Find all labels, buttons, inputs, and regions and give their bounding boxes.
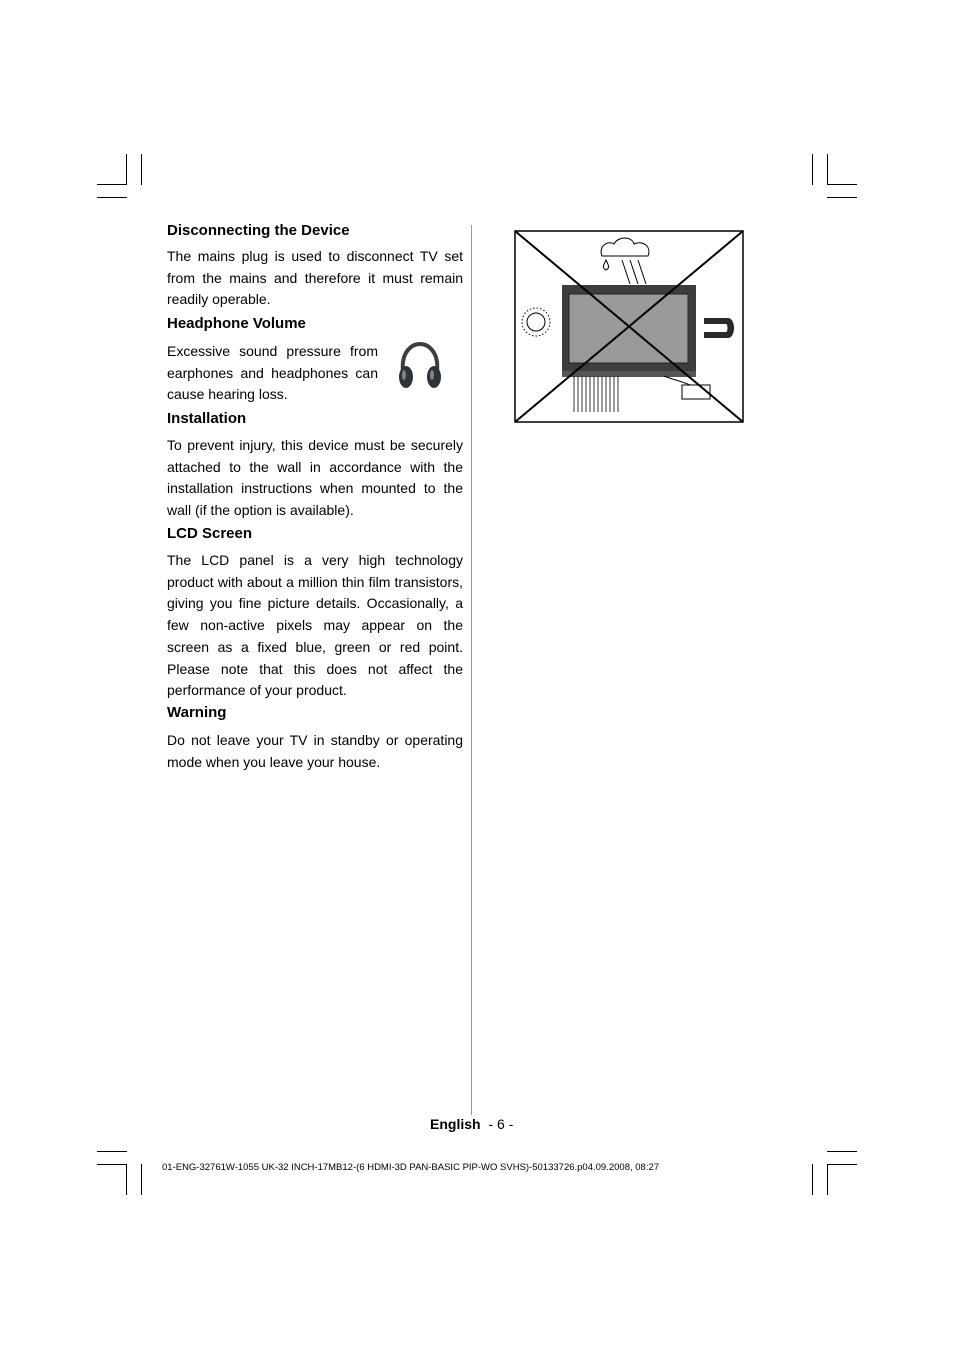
section-text: The LCD panel is a very high technology product with about a million thin film transistors, giving you fine picture details. Occasionally, a few non-active pixels may appear on the screen as a fixed blue, green or red point. Please note that this does not affect the performance of your product.	[167, 552, 463, 699]
footer-page: - 6 -	[488, 1116, 514, 1132]
headphones-icon	[397, 341, 443, 391]
section-lcd-screen	[167, 525, 463, 702]
footer-file-info: 01-ENG-32761W-1055 UK-32 INCH-17MB12-(6 HDMI-3D PAN-BASIC PIP-WO SVHS)-50133726.p04.09.2008, 08:27	[162, 1162, 660, 1173]
section-text: Do not leave your TV in standby or operating mode when you leave your house.	[167, 732, 463, 770]
section-heading: Warning	[167, 704, 227, 721]
section-heading: LCD Screen	[167, 525, 253, 542]
section-text: To prevent injury, this device must be securely attached to the wall in accordance with the installation instructions when mounted to the wall (if the option is available).	[167, 437, 463, 519]
section-heading: Disconnecting the Device	[167, 222, 350, 239]
page-number	[430, 1116, 513, 1132]
section-installation	[167, 410, 463, 522]
section-text: The mains plug is used to disconnect TV set from the mains and therefore it must remain readily operable.	[167, 248, 463, 308]
section-warning	[167, 704, 463, 773]
section-headphone-volume	[167, 315, 463, 406]
section-heading: Headphone Volume	[167, 315, 306, 332]
tv-hazard-illustration	[514, 230, 744, 423]
footer-language: English	[430, 1116, 481, 1132]
column-divider	[471, 225, 472, 1115]
section-disconnecting	[167, 222, 463, 311]
section-heading: Installation	[167, 410, 247, 427]
section-text: Excessive sound pressure from earphones and headphones can cause hearing loss.	[167, 343, 378, 403]
